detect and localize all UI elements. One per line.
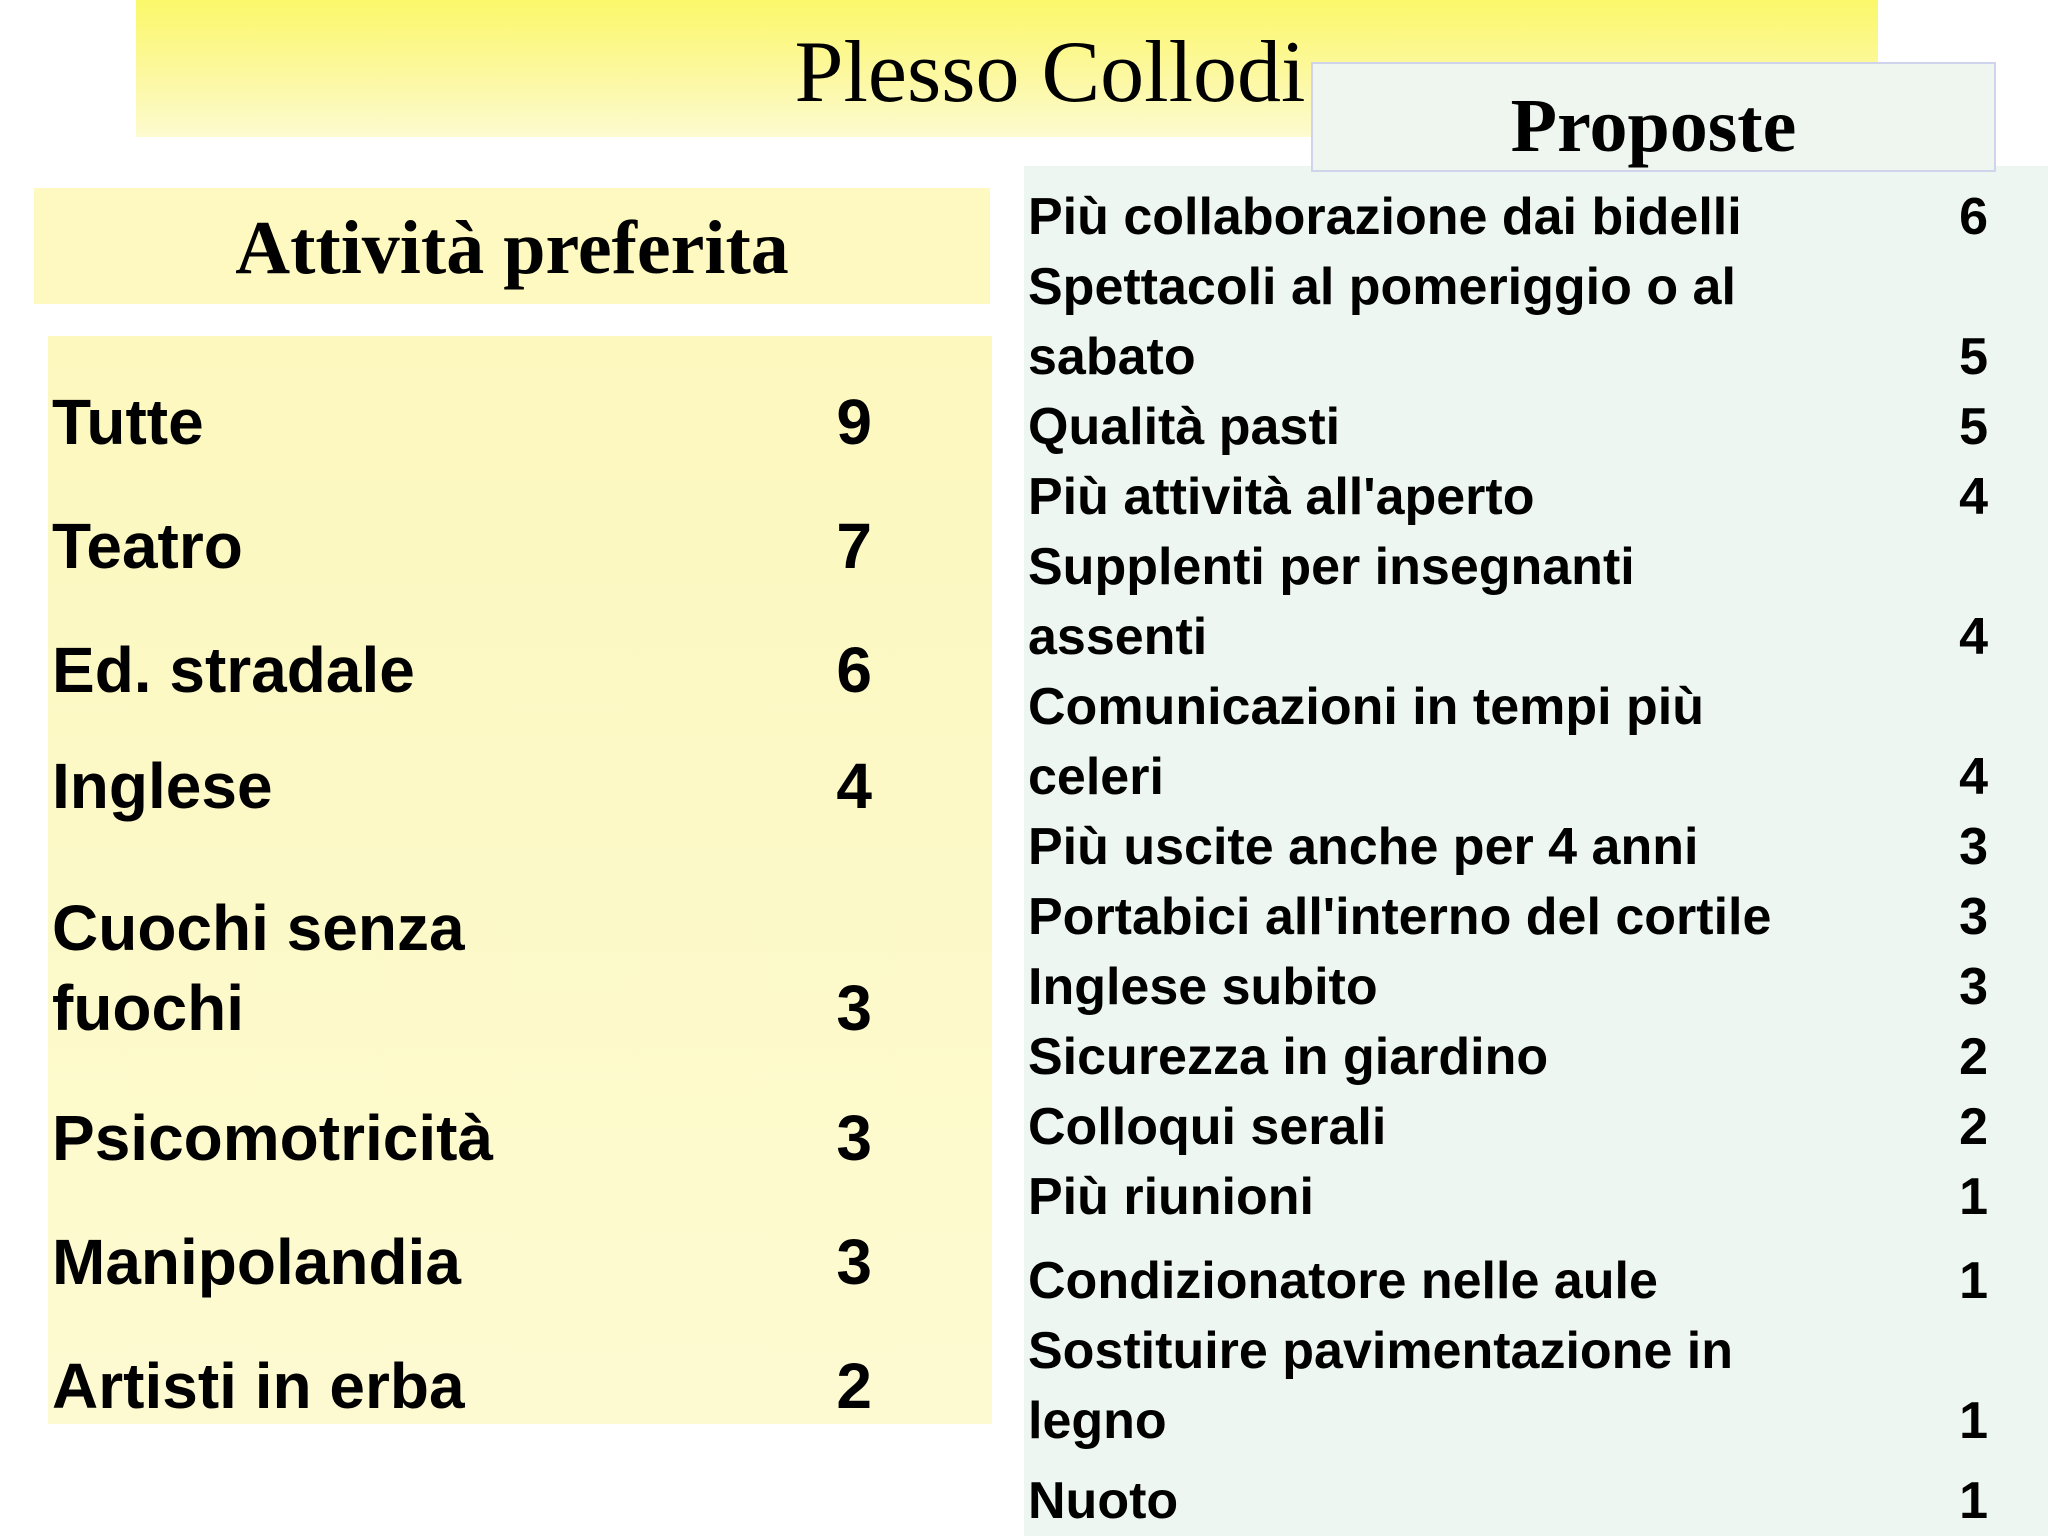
activity-label: Cuochi senza fuochi: [52, 892, 465, 1044]
proposal-count: 2: [1959, 1028, 1988, 1086]
proposal-count: 4: [1959, 748, 1988, 806]
proposal-count: 4: [1959, 608, 1988, 666]
activities-title: Attività preferita: [235, 206, 789, 290]
activity-count: 4: [836, 750, 872, 822]
proposal-label: Colloqui serali: [1028, 1098, 1387, 1156]
proposal-count: 1: [1959, 1252, 1988, 1310]
proposal-row: [1028, 952, 1988, 1022]
activity-label: Ed. stradale: [52, 634, 415, 706]
activity-label: Teatro: [52, 510, 243, 582]
proposal-count: 1: [1959, 1472, 1988, 1530]
proposal-row: [1028, 672, 1988, 812]
proposal-row: [1028, 1316, 1988, 1456]
activity-label: Inglese: [52, 750, 273, 822]
proposal-count: 3: [1959, 818, 1988, 876]
proposal-row: [1028, 1022, 1988, 1092]
proposal-label: Più collaborazione dai bidelli: [1028, 188, 1742, 246]
activity-row: [52, 382, 872, 462]
proposal-count: 6: [1959, 188, 1988, 246]
proposal-row: [1028, 1466, 1988, 1536]
proposal-label: Supplenti per insegnanti assenti: [1028, 538, 1635, 666]
activity-label: Artisti in erba: [52, 1350, 465, 1422]
activity-count: 3: [836, 1102, 872, 1174]
activity-count: 9: [836, 386, 872, 458]
proposal-label: Qualità pasti: [1028, 398, 1341, 456]
proposal-row: [1028, 392, 1988, 462]
proposal-label: Sicurezza in giardino: [1028, 1028, 1549, 1086]
proposal-row: [1028, 1092, 1988, 1162]
proposal-label: Sostituire pavimentazione in legno: [1028, 1322, 1734, 1450]
activity-count: 2: [836, 1350, 872, 1422]
proposal-count: 5: [1959, 328, 1988, 386]
activity-row: [52, 888, 872, 1048]
proposal-label: Nuoto: [1028, 1472, 1179, 1530]
page-title: Plesso Collodi: [794, 24, 1306, 121]
proposal-count: 2: [1959, 1098, 1988, 1156]
activity-count: 7: [836, 510, 872, 582]
proposal-row: [1028, 252, 1988, 392]
proposal-count: 1: [1959, 1392, 1988, 1450]
proposal-count: 5: [1959, 398, 1988, 456]
proposal-label: Comunicazioni in tempi più celeri: [1028, 678, 1704, 806]
proposal-row: [1028, 532, 1988, 672]
proposal-row: [1028, 1162, 1988, 1232]
proposal-label: Condizionatore nelle aule: [1028, 1252, 1658, 1310]
proposal-row: [1028, 812, 1988, 882]
proposal-label: Inglese subito: [1028, 958, 1378, 1016]
activity-label: Psicomotricità: [52, 1102, 494, 1174]
proposal-label: Più riunioni: [1028, 1168, 1314, 1226]
activity-row: [52, 746, 872, 826]
proposal-count: 4: [1959, 468, 1988, 526]
proposal-row: [1028, 182, 1988, 252]
proposal-row: [1028, 462, 1988, 532]
proposal-label: Portabici all'interno del cortile: [1028, 888, 1772, 946]
activity-row: [52, 1098, 872, 1178]
activity-label: Tutte: [52, 386, 204, 458]
activity-row: [52, 506, 872, 586]
activity-count: 3: [836, 1226, 872, 1298]
proposal-count: 1: [1959, 1168, 1988, 1226]
proposals-header: [1311, 62, 1996, 172]
proposal-label: Più uscite anche per 4 anni: [1028, 818, 1699, 876]
activity-row: [52, 630, 872, 710]
proposals-title: Proposte: [1510, 84, 1797, 168]
proposal-row: [1028, 882, 1988, 952]
activities-header: [34, 188, 990, 304]
activity-row: [52, 1222, 872, 1302]
proposal-row: [1028, 1246, 1988, 1316]
proposal-count: 3: [1959, 958, 1988, 1016]
proposal-label: Più attività all'aperto: [1028, 468, 1535, 526]
activity-label: Manipolandia: [52, 1226, 461, 1298]
proposal-label: Spettacoli al pomeriggio o al sabato: [1028, 258, 1736, 386]
activity-count: 6: [836, 634, 872, 706]
proposal-count: 3: [1959, 888, 1988, 946]
activity-count: 3: [836, 972, 872, 1044]
activity-row: [52, 1346, 872, 1426]
